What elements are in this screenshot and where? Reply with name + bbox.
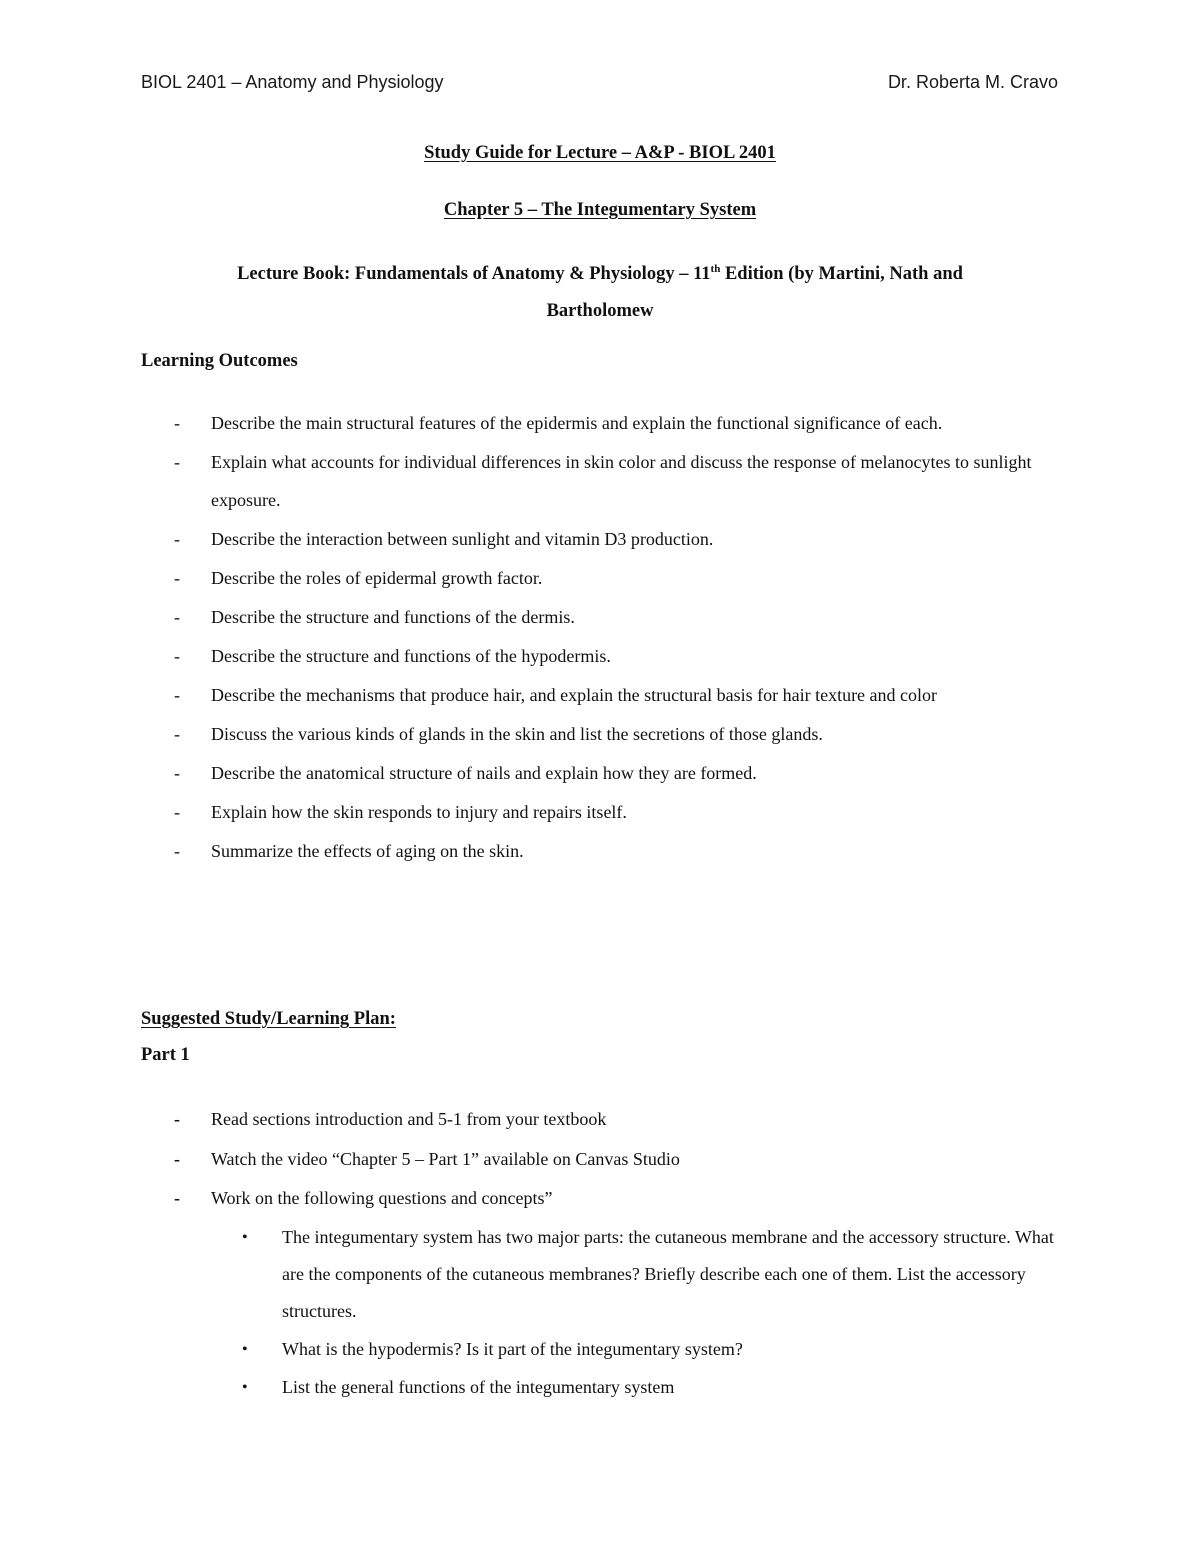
dash-marker: - bbox=[174, 723, 180, 744]
dash-marker: - bbox=[174, 528, 180, 549]
list-item bbox=[141, 444, 1059, 519]
bullet-marker: • bbox=[242, 1228, 248, 1246]
list-item bbox=[141, 1179, 1059, 1406]
question-text: List the general functions of the integumentary system bbox=[282, 1376, 675, 1397]
outcome-text: Explain what accounts for individual differences in skin color and discuss the response of melanocytes to sunlight exposure. bbox=[211, 452, 1032, 510]
list-item bbox=[141, 833, 1059, 871]
outcome-text: Describe the interaction between sunlight and vitamin D3 production. bbox=[211, 528, 714, 549]
header-course: BIOL 2401 – Anatomy and Physiology bbox=[141, 72, 444, 92]
list-item bbox=[211, 1331, 1059, 1368]
list-item bbox=[211, 1219, 1059, 1330]
learning-outcomes-list bbox=[141, 405, 1059, 872]
study-plan-list bbox=[141, 1100, 1059, 1407]
list-item bbox=[141, 405, 1059, 443]
list-item bbox=[141, 755, 1059, 793]
question-text: What is the hypodermis? Is it part of the integumentary system? bbox=[282, 1338, 743, 1359]
dash-marker: - bbox=[174, 452, 180, 472]
list-item bbox=[141, 560, 1059, 598]
bullet-marker: • bbox=[242, 1378, 248, 1396]
question-list bbox=[211, 1219, 1059, 1406]
lecture-book bbox=[141, 256, 1059, 330]
outcome-text: Explain how the skin responds to injury and repairs itself. bbox=[211, 801, 627, 822]
list-item bbox=[141, 716, 1059, 754]
dash-marker: - bbox=[174, 840, 180, 861]
dash-marker: - bbox=[174, 1109, 180, 1129]
plan-step-text: Work on the following questions and concepts” bbox=[211, 1188, 553, 1208]
dash-marker: - bbox=[174, 762, 180, 783]
dash-marker: - bbox=[174, 1188, 180, 1208]
dash-marker: - bbox=[174, 645, 180, 666]
list-item bbox=[141, 521, 1059, 559]
list-item bbox=[141, 638, 1059, 676]
page-header bbox=[141, 72, 1058, 100]
outcome-text: Describe the anatomical structure of nails and explain how they are formed. bbox=[211, 762, 757, 783]
plan-step-text: Read sections introduction and 5-1 from your textbook bbox=[211, 1109, 607, 1129]
outcome-text: Describe the structure and functions of the dermis. bbox=[211, 606, 575, 627]
dash-marker: - bbox=[174, 801, 180, 822]
outcome-text: Describe the roles of epidermal growth factor. bbox=[211, 567, 543, 588]
plan-step-text: Watch the video “Chapter 5 – Part 1” available on Canvas Studio bbox=[211, 1148, 680, 1169]
study-guide-title: Study Guide for Lecture – A&P - BIOL 2401 bbox=[424, 143, 776, 163]
dash-marker: - bbox=[174, 606, 180, 627]
part-heading: Part 1 bbox=[141, 1045, 190, 1065]
dash-marker: - bbox=[174, 413, 180, 433]
dash-marker: - bbox=[174, 1148, 180, 1169]
lecture-book-line1-pre: Lecture Book: Fundamentals of Anatomy & Physiology – 11 bbox=[237, 264, 711, 284]
chapter-title: Chapter 5 – The Integumentary System bbox=[443, 200, 757, 220]
list-item bbox=[141, 1140, 1059, 1180]
list-item bbox=[141, 677, 1059, 715]
list-item bbox=[211, 1369, 1059, 1406]
bullet-marker: • bbox=[242, 1340, 248, 1358]
list-item bbox=[141, 794, 1059, 832]
list-item bbox=[141, 599, 1059, 637]
edition-superscript: th bbox=[710, 263, 721, 275]
header-instructor: Dr. Roberta M. Cravo bbox=[887, 72, 1058, 92]
question-text: The integumentary system has two major parts: the cutaneous membrane and the accessory structure. What are the components of the cutaneous membranes? Briefly describe each one of them. List the accessory structures. bbox=[282, 1226, 1054, 1321]
learning-outcomes-heading: Learning Outcomes bbox=[141, 351, 298, 371]
lecture-book-line2: Bartholomew bbox=[546, 301, 654, 321]
outcome-text: Summarize the effects of aging on the skin. bbox=[211, 840, 524, 861]
list-item bbox=[141, 1100, 1059, 1140]
dash-marker: - bbox=[174, 684, 180, 705]
lecture-book-line1-post: Edition (by Martini, Nath and bbox=[720, 264, 963, 284]
study-plan-heading: Suggested Study/Learning Plan: bbox=[141, 1009, 396, 1029]
outcome-text: Discuss the various kinds of glands in the skin and list the secretions of those glands. bbox=[211, 723, 823, 744]
dash-marker: - bbox=[174, 567, 180, 588]
outcome-text: Describe the structure and functions of the hypodermis. bbox=[211, 645, 611, 666]
outcome-text: Describe the mechanisms that produce hair, and explain the structural basis for hair texture and color bbox=[211, 684, 938, 705]
outcome-text: Describe the main structural features of the epidermis and explain the functional significance of each. bbox=[211, 413, 943, 433]
